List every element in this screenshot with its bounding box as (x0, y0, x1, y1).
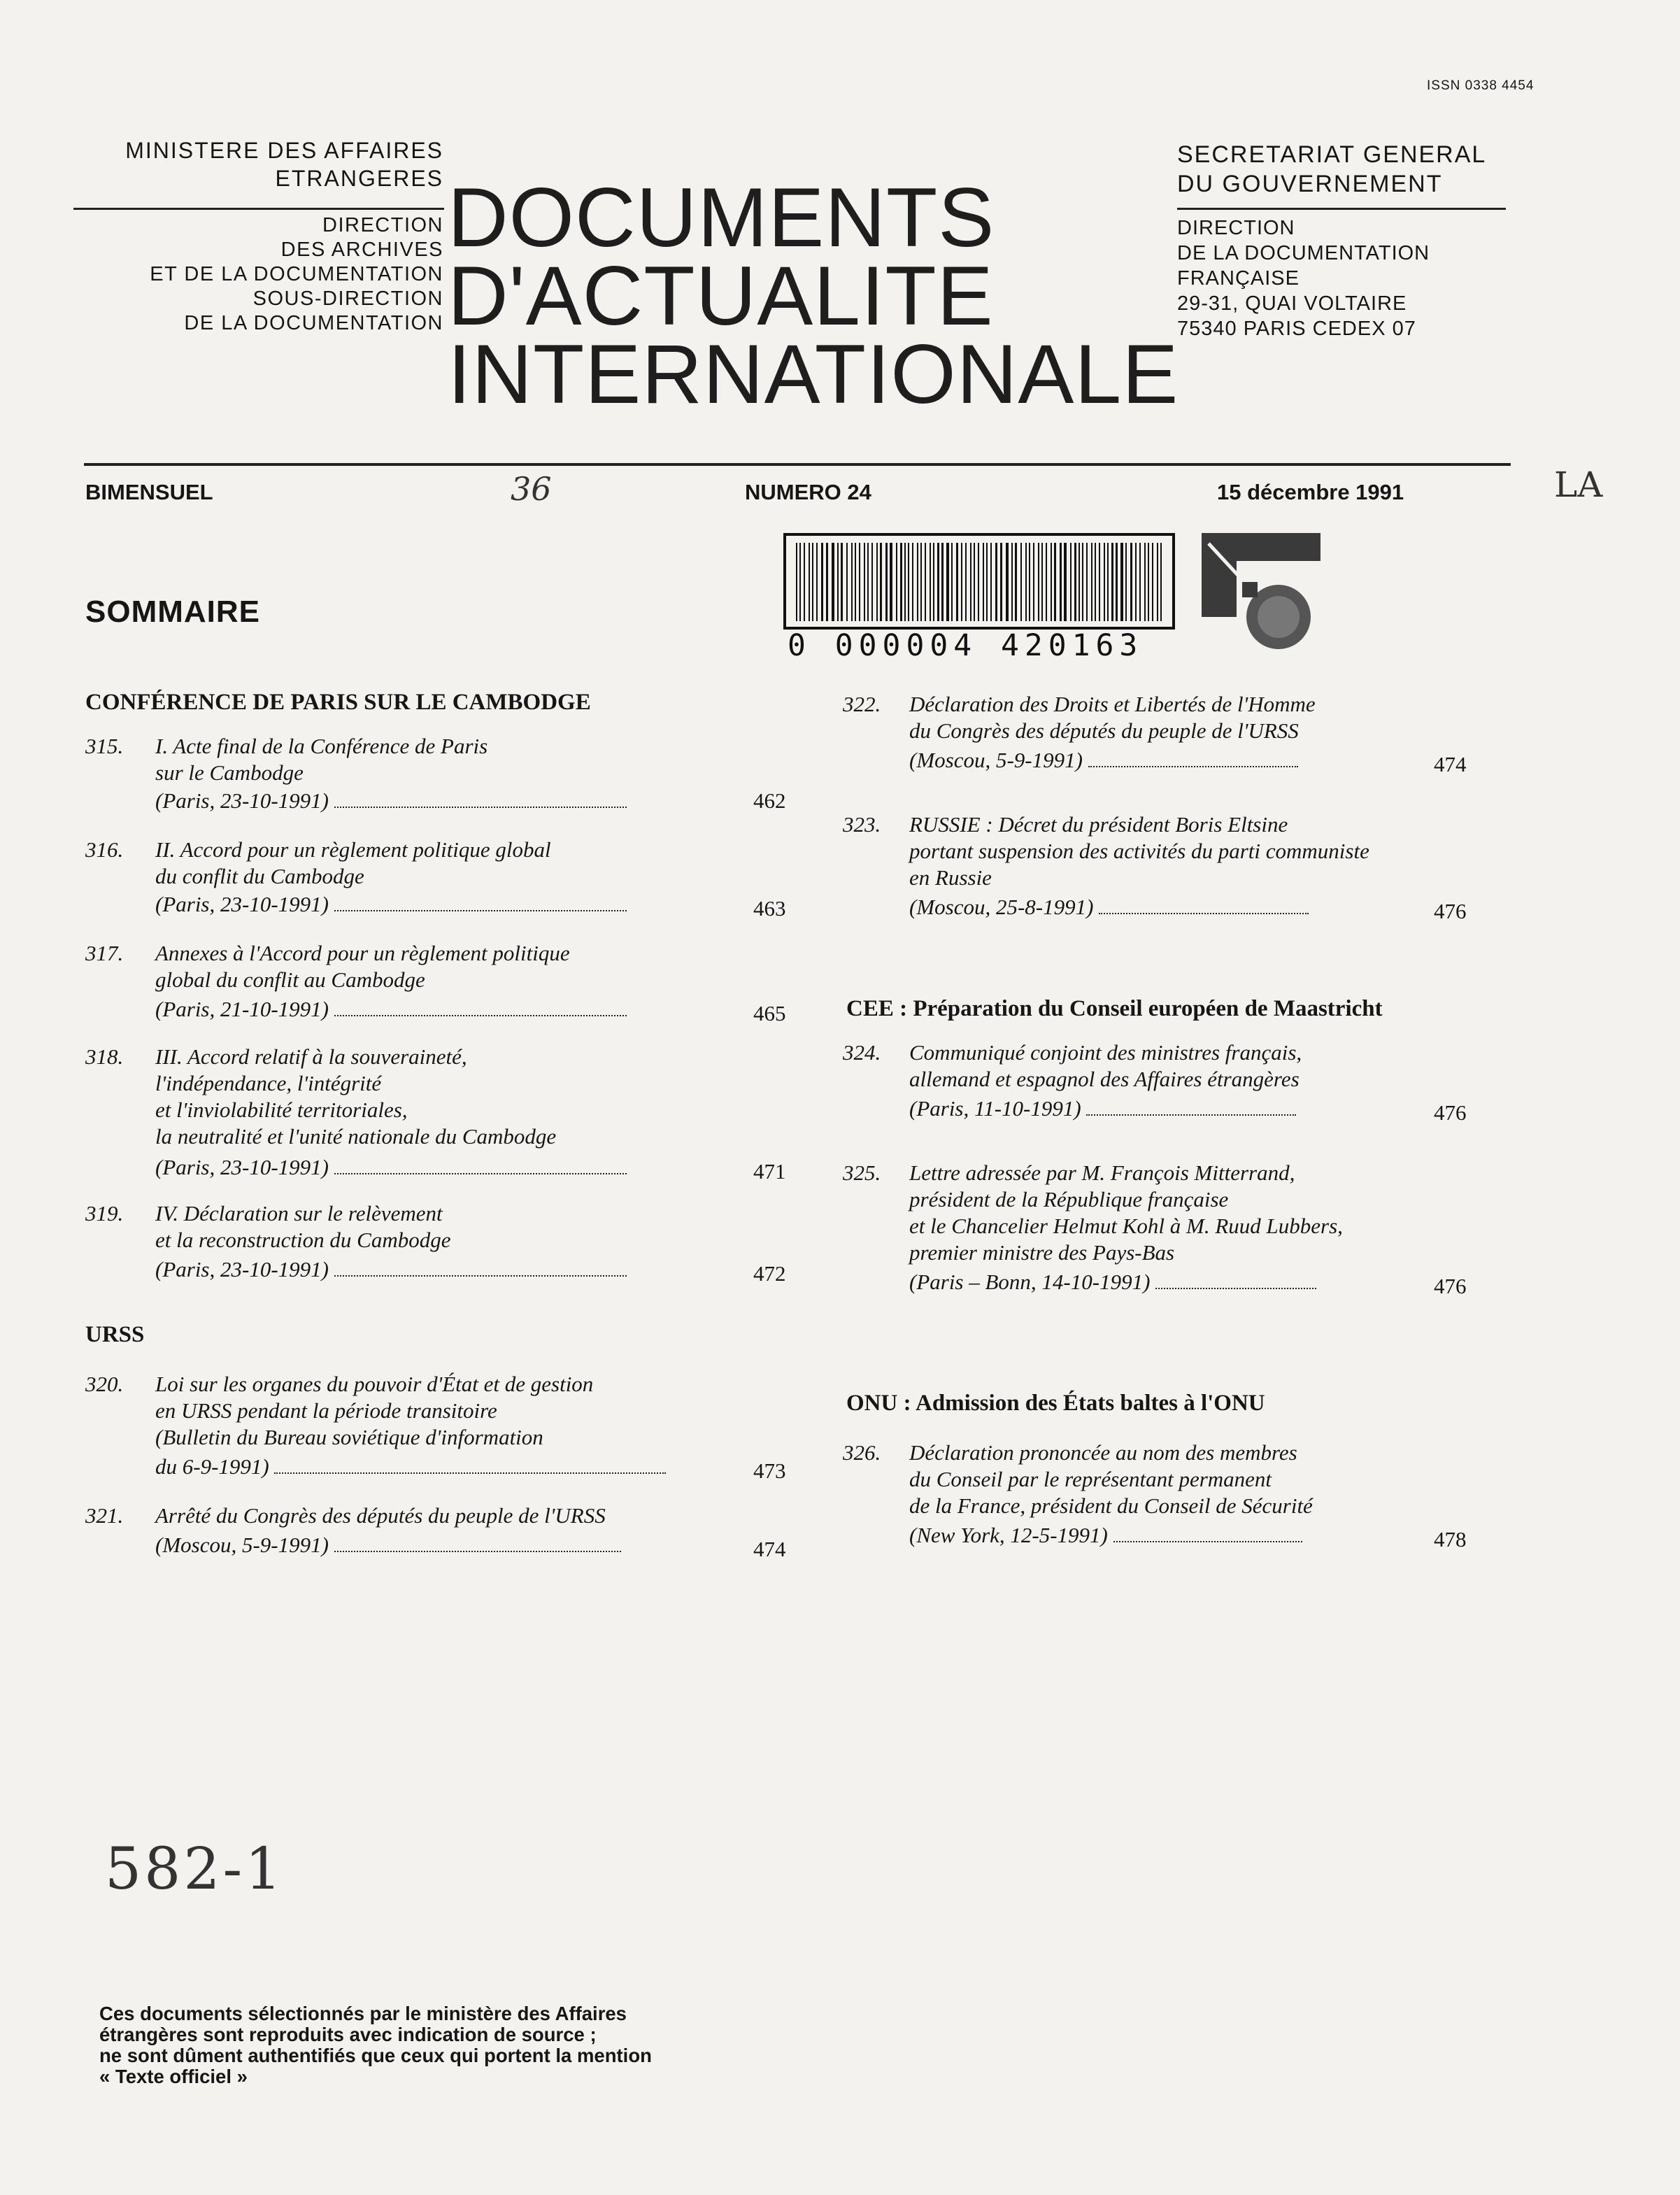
barcode-bar (1025, 543, 1027, 621)
barcode-bar (986, 543, 988, 621)
page-number: 476 (1434, 1100, 1467, 1125)
barcode-bar (851, 543, 853, 621)
barcode-bar (864, 543, 865, 621)
barcode-bar (920, 543, 922, 621)
handwritten-number: 36 (511, 470, 552, 508)
barcode-bars (783, 533, 1175, 630)
page-number: 462 (753, 788, 786, 813)
barcode-bar (1070, 543, 1072, 621)
barcode-digits: 0 000004 420163 (788, 628, 1144, 663)
page-number: 465 (753, 1001, 786, 1025)
dot-leader (1099, 896, 1309, 914)
barcode-bar (1125, 543, 1127, 621)
page-number: 473 (753, 1458, 786, 1483)
page-number: 471 (753, 1159, 786, 1184)
section-heading-urss: URSS (85, 1322, 145, 1347)
barcode-bar (1051, 543, 1052, 621)
dot-leader (1086, 1098, 1296, 1116)
barcode-bar (1064, 543, 1067, 621)
barcode-bar (1144, 543, 1146, 621)
secretariat-name: SECRETARIAT GENERAL DU GOUVERNEMENT (1177, 141, 1487, 197)
dot-leader (334, 998, 627, 1016)
dot-leader (1088, 749, 1298, 767)
barcode-bar (1060, 543, 1062, 621)
handwritten-reference: 582-1 (105, 1836, 285, 1903)
barcode-bar (930, 543, 931, 621)
issn-number: ISSN 0338 4454 (1427, 78, 1535, 93)
barcode-bar (799, 543, 801, 621)
barcode-bar (912, 543, 913, 621)
barcode-bar (978, 543, 979, 621)
left-header-rule (73, 208, 444, 210)
publisher-logo-icon (1202, 533, 1320, 655)
barcode-bar (1135, 543, 1137, 621)
page-number: 474 (753, 1537, 786, 1561)
barcode-bar (1082, 543, 1083, 621)
toc-entry-319: 319. IV. Déclaration sur le relèvement et la reconstruction du Cambodge (Paris, 23-10-1991) 472 (85, 1201, 786, 1286)
toc-entry-325: 325. Lettre adressée par M. François Mitterrand, président de la République française et le Chancelier Helmut Kohl à M. Ruud Lubbers, premier ministre des Pays-Bas (Paris – Bonn, 14-10-1991) 476 (843, 1160, 1467, 1298)
sommaire-heading: SOMMAIRE (85, 595, 260, 629)
left-direction-block: DIRECTION DES ARCHIVES ET DE LA DOCUMENTATION SOUS-DIRECTION DE LA DOCUMENTATION (150, 214, 443, 334)
barcode-bar (841, 543, 843, 621)
barcode-bar (812, 543, 813, 621)
toc-entry-318: 318. III. Accord relatif à la souveraineté, l'indépendance, l'intégrité et l'inviolabilité territoriales, la neutralité et l'unité nationale du Cambodge (Paris, 23-10-1991) 471 (85, 1044, 786, 1184)
barcode-bar (951, 543, 953, 621)
barcode-bar (933, 543, 934, 621)
barcode-bar (1054, 543, 1056, 621)
section-heading-cambodge: CONFÉRENCE DE PARIS SUR LE CAMBODGE (85, 690, 591, 715)
barcode-bar (832, 543, 834, 621)
toc-entry-316: 316. II. Accord pour un règlement politique global du conflit du Cambodge (Paris, 23-10-1991) 463 (85, 837, 786, 921)
barcode-bar (859, 543, 860, 621)
right-header-rule (1177, 208, 1506, 210)
barcode-bar (1099, 543, 1100, 621)
barcode-bar (1111, 543, 1113, 621)
barcode-bar (1152, 543, 1153, 621)
barcode-bar (941, 543, 944, 621)
barcode-bar (917, 543, 918, 621)
barcode-bar (1020, 543, 1022, 621)
barcode-bar (876, 543, 878, 621)
barcode-bar (867, 543, 869, 621)
barcode-bar (1139, 543, 1141, 621)
barcode-bar (1091, 543, 1092, 621)
barcode-bar (1029, 543, 1030, 621)
issue-bar-rule (84, 463, 1511, 466)
barcode-bar (804, 543, 805, 621)
barcode-bar (1130, 543, 1132, 621)
barcode-bar (1079, 543, 1080, 621)
barcode-bar (880, 543, 882, 621)
barcode-bar (885, 543, 888, 621)
barcode-bar (896, 543, 897, 621)
barcode-bar (965, 543, 967, 621)
toc-entry-320: 320. Loi sur les organes du pouvoir d'État et de gestion en URSS pendant la période transitoire (Bulletin du Bureau soviétique d'information du 6-9-1991) 473 (85, 1372, 786, 1483)
barcode-bar (956, 543, 958, 621)
dot-leader (334, 1156, 627, 1174)
page-number: 474 (1434, 752, 1467, 776)
barcode-bar (970, 543, 971, 621)
footer-note: Ces documents sélectionnés par le ministère des Affaires étrangères sont reproduits avec indication de source ; ne sont dûment authentifiés que ceux qui portent la mention « Texte officiel » (99, 2003, 652, 2087)
barcode-bar (1107, 543, 1109, 621)
barcode-bar (961, 543, 962, 621)
barcode-bar (1116, 543, 1118, 621)
barcode-bar (946, 543, 949, 621)
barcode-bar (904, 543, 906, 621)
barcode-bar (1148, 543, 1149, 621)
barcode-bar (1038, 543, 1039, 621)
barcode (783, 533, 1175, 663)
right-direction-block: DIRECTION DE LA DOCUMENTATION FRANÇAISE 29-31, QUAI VOLTAIRE 75340 PARIS CEDEX 07 (1177, 217, 1430, 340)
publication-title: DOCUMENTS D'ACTUALITE INTERNATIONALE (448, 171, 1179, 421)
barcode-bar (1033, 543, 1034, 621)
dot-leader (1113, 1524, 1302, 1542)
frequency-label: BIMENSUEL (85, 480, 213, 504)
toc-entry-322: 322. Déclaration des Droits et Libertés de l'Homme du Congrès des députés du peuple de l'URSS (Moscou, 5-9-1991) 474 (843, 692, 1467, 776)
barcode-bar (925, 543, 926, 621)
barcode-bar (826, 543, 828, 621)
barcode-bar (871, 543, 873, 621)
barcode-bar (995, 543, 997, 621)
page-number: 478 (1434, 1527, 1467, 1551)
barcode-bar (821, 543, 823, 621)
toc-entry-315: 315. I. Acte final de la Conférence de Paris sur le Cambodge (Paris, 23-10-1991) 462 (85, 734, 786, 813)
barcode-bar (908, 543, 909, 621)
toc-entry-326: 326. Déclaration prononcée au nom des membres du Conseil par le représentant permanent de la France, président du Conseil de Sécurité (New York, 12-5-1991) 478 (843, 1440, 1467, 1551)
ministry-name: MINISTERE DES AFFAIRES ETRANGERES (125, 138, 443, 191)
dot-leader (274, 1456, 666, 1474)
barcode-bar (855, 543, 856, 621)
barcode-bar (974, 543, 975, 621)
barcode-bar (816, 543, 818, 621)
barcode-bar (809, 543, 810, 621)
barcode-bar (1041, 543, 1043, 621)
dot-leader (334, 1258, 627, 1277)
issue-date: 15 décembre 1991 (1217, 480, 1404, 504)
page-number: 463 (753, 896, 786, 921)
toc-entry-317: 317. Annexes à l'Accord pour un règlement politique global du conflit au Cambodge (Paris, 21-10-1991) 465 (85, 941, 786, 1025)
barcode-bar (1046, 543, 1047, 621)
dot-leader (1155, 1271, 1316, 1289)
barcode-bar (900, 543, 902, 621)
page-number: 476 (1434, 899, 1467, 923)
barcode-bar (1086, 543, 1088, 621)
barcode-bar (990, 543, 992, 621)
barcode-bar (1011, 543, 1013, 621)
barcode-bar (890, 543, 892, 621)
dot-leader (334, 790, 627, 808)
toc-entry-323: 323. RUSSIE : Décret du président Boris Eltsine portant suspension des activités du parti communiste en Russie (Moscou, 25-8-1991) 476 (843, 812, 1467, 923)
page-number: 476 (1434, 1274, 1467, 1298)
dot-leader (334, 893, 627, 911)
barcode-bar (1074, 543, 1076, 621)
issue-number: NUMERO 24 (745, 480, 871, 504)
toc-entry-324: 324. Communiqué conjoint des ministres français, allemand et espagnol des Affaires étrangères (Paris, 11-10-1991) 476 (843, 1040, 1467, 1125)
page-number: 472 (753, 1261, 786, 1286)
barcode-bar (1160, 543, 1162, 621)
dot-leader (334, 1534, 621, 1552)
barcode-bar (846, 543, 848, 621)
barcode-bar (983, 543, 984, 621)
barcode-bar (1000, 543, 1002, 621)
barcode-bar (1120, 543, 1123, 621)
handwritten-mark: LA (1554, 464, 1603, 505)
barcode-bar (837, 543, 839, 621)
section-heading-cee: CEE : Préparation du Conseil européen de Maastricht (846, 996, 1383, 1021)
barcode-bar (796, 543, 797, 621)
section-heading-onu: ONU : Admission des États baltes à l'ONU (846, 1391, 1265, 1416)
toc-entry-321: 321. Arrêté du Congrès des députés du peuple de l'URSS (Moscou, 5-9-1991) 474 (85, 1503, 786, 1561)
barcode-bar (1006, 543, 1009, 621)
barcode-bar (1104, 543, 1105, 621)
barcode-bar (1095, 543, 1096, 621)
barcode-bar (1015, 543, 1017, 621)
barcode-bar (937, 543, 939, 621)
barcode-bar (1157, 543, 1158, 621)
